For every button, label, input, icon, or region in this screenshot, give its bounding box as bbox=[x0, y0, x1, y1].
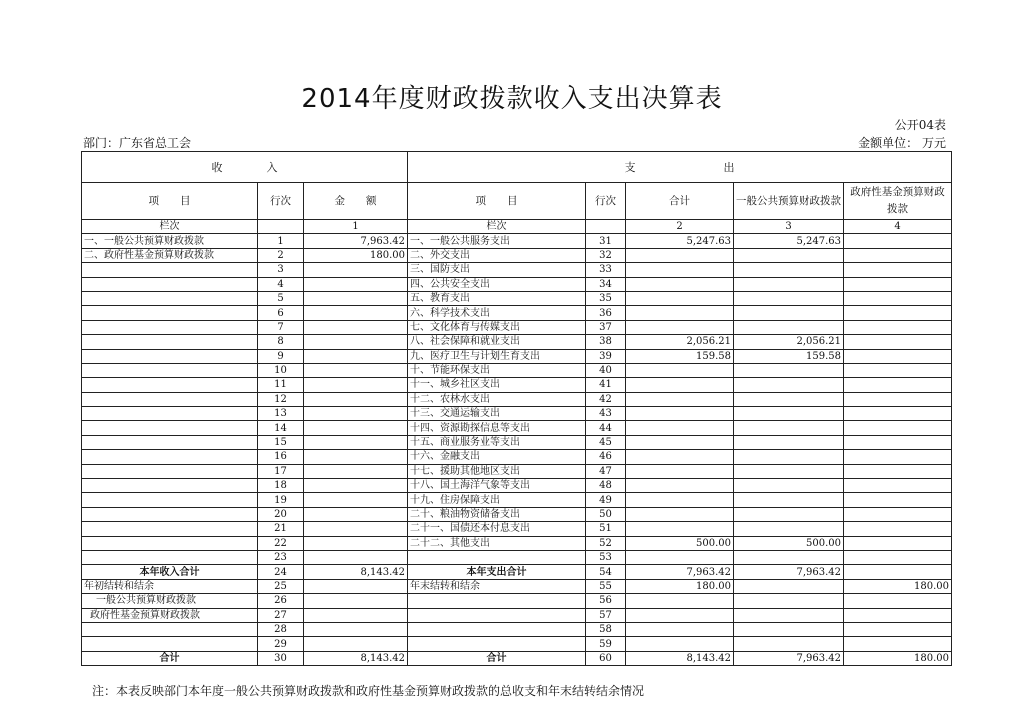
expense-row-no-cell: 52 bbox=[586, 536, 626, 550]
income-amount-cell: 8,143.42 bbox=[304, 651, 408, 665]
income-item-cell bbox=[82, 320, 258, 334]
header-row-section bbox=[82, 152, 952, 183]
income-item-cell bbox=[82, 392, 258, 406]
expense-item-cell bbox=[408, 608, 586, 622]
expense-row-no-cell: 51 bbox=[586, 522, 626, 536]
income-row-no-cell: 3 bbox=[258, 263, 304, 277]
expense-item-cell: 五、教育支出 bbox=[408, 291, 586, 305]
header-row-columns bbox=[82, 183, 952, 220]
gov-fund-cell bbox=[844, 479, 952, 493]
expense-row-no-cell: 47 bbox=[586, 464, 626, 478]
general-budget-cell bbox=[734, 277, 844, 291]
income-amount-cell bbox=[304, 608, 408, 622]
general-budget-cell bbox=[734, 363, 844, 377]
expense-total-cell bbox=[626, 493, 734, 507]
expense-row-no-index bbox=[586, 220, 626, 234]
income-row-no-cell: 30 bbox=[258, 651, 304, 665]
expense-row-no-cell: 59 bbox=[586, 637, 626, 651]
expense-row-no-cell: 31 bbox=[586, 234, 626, 248]
table-row bbox=[82, 594, 952, 608]
expense-row-no-cell: 41 bbox=[586, 378, 626, 392]
expense-row-no-cell: 38 bbox=[586, 335, 626, 349]
general-budget-cell bbox=[734, 493, 844, 507]
general-budget-cell: 159.58 bbox=[734, 349, 844, 363]
income-row-no-header: 行次 bbox=[258, 183, 304, 220]
expense-total-cell bbox=[626, 363, 734, 377]
gov-fund-cell: 180.00 bbox=[844, 579, 952, 593]
general-budget-cell bbox=[734, 435, 844, 449]
gov-fund-cell bbox=[844, 522, 952, 536]
expense-row-no-cell: 56 bbox=[586, 594, 626, 608]
income-amount-cell bbox=[304, 594, 408, 608]
expense-header: 支 出 bbox=[408, 152, 952, 183]
table-row bbox=[82, 507, 952, 521]
table-row bbox=[82, 479, 952, 493]
income-item-cell bbox=[82, 622, 258, 636]
general-budget-cell bbox=[734, 392, 844, 406]
gov-fund-cell bbox=[844, 507, 952, 521]
income-item-cell: 一、一般公共预算财政拨款 bbox=[82, 234, 258, 248]
income-item-cell bbox=[82, 349, 258, 363]
table-row bbox=[82, 579, 952, 593]
table-row bbox=[82, 493, 952, 507]
income-item-header: 项 目 bbox=[82, 183, 258, 220]
expense-item-cell: 四、公共安全支出 bbox=[408, 277, 586, 291]
gov-fund-cell bbox=[844, 335, 952, 349]
expense-total-cell bbox=[626, 622, 734, 636]
amount-unit-label: 金额单位： 万元 bbox=[858, 136, 946, 150]
general-budget-cell bbox=[734, 550, 844, 564]
gov-fund-cell: 180.00 bbox=[844, 651, 952, 665]
gov-fund-cell bbox=[844, 378, 952, 392]
income-row-no-cell: 10 bbox=[258, 363, 304, 377]
income-amount-cell bbox=[304, 637, 408, 651]
table-row bbox=[82, 234, 952, 248]
general-budget-cell bbox=[734, 479, 844, 493]
income-row-no-cell: 11 bbox=[258, 378, 304, 392]
expense-row-no-cell: 37 bbox=[586, 320, 626, 334]
income-row-no-cell: 24 bbox=[258, 565, 304, 579]
income-item-cell bbox=[82, 335, 258, 349]
table-row bbox=[82, 263, 952, 277]
gov-fund-cell bbox=[844, 407, 952, 421]
general-budget-cell bbox=[734, 263, 844, 277]
income-item-cell bbox=[82, 493, 258, 507]
expense-total-cell bbox=[626, 507, 734, 521]
expense-item-cell: 十五、商业服务业等支出 bbox=[408, 435, 586, 449]
income-row-no-cell: 14 bbox=[258, 421, 304, 435]
expense-total-cell: 2,056.21 bbox=[626, 335, 734, 349]
income-amount-cell bbox=[304, 349, 408, 363]
income-row-no-cell: 17 bbox=[258, 464, 304, 478]
expense-row-no-cell: 53 bbox=[586, 550, 626, 564]
general-budget-cell bbox=[734, 608, 844, 622]
general-budget-cell: 2,056.21 bbox=[734, 335, 844, 349]
expense-total-cell bbox=[626, 522, 734, 536]
income-amount-cell: 8,143.42 bbox=[304, 565, 408, 579]
expense-row-no-cell: 46 bbox=[586, 450, 626, 464]
income-item-cell bbox=[82, 464, 258, 478]
expense-total-cell bbox=[626, 421, 734, 435]
expense-item-cell bbox=[408, 622, 586, 636]
income-row-no-cell: 13 bbox=[258, 407, 304, 421]
general-budget-cell: 5,247.63 bbox=[734, 234, 844, 248]
income-row-no-cell: 4 bbox=[258, 277, 304, 291]
expense-item-cell: 十、节能环保支出 bbox=[408, 363, 586, 377]
expense-item-cell: 八、社会保障和就业支出 bbox=[408, 335, 586, 349]
income-row-no-cell: 15 bbox=[258, 435, 304, 449]
income-amount-cell bbox=[304, 306, 408, 320]
table-row bbox=[82, 550, 952, 564]
expense-total-cell bbox=[626, 248, 734, 262]
gov-fund-cell bbox=[844, 421, 952, 435]
general-budget-cell bbox=[734, 594, 844, 608]
gov-fund-cell bbox=[844, 594, 952, 608]
expense-total-cell bbox=[626, 464, 734, 478]
expense-item-cell: 一、一般公共服务支出 bbox=[408, 234, 586, 248]
income-item-cell: 二、政府性基金预算财政拨款 bbox=[82, 248, 258, 262]
gov-fund-cell bbox=[844, 363, 952, 377]
gov-fund-cell bbox=[844, 550, 952, 564]
table-row bbox=[82, 450, 952, 464]
income-amount-cell bbox=[304, 579, 408, 593]
col-index-3: 3 bbox=[734, 220, 844, 234]
header-row-column-index bbox=[82, 220, 952, 234]
income-amount-cell bbox=[304, 277, 408, 291]
gov-fund-cell bbox=[844, 637, 952, 651]
expense-total-cell bbox=[626, 263, 734, 277]
general-budget-cell: 7,963.42 bbox=[734, 651, 844, 665]
expense-row-no-cell: 57 bbox=[586, 608, 626, 622]
income-row-no-index bbox=[258, 220, 304, 234]
expense-row-no-cell: 39 bbox=[586, 349, 626, 363]
income-item-cell bbox=[82, 637, 258, 651]
expense-total-cell bbox=[626, 450, 734, 464]
expense-item-cell: 二十一、国债还本付息支出 bbox=[408, 522, 586, 536]
income-row-no-cell: 26 bbox=[258, 594, 304, 608]
income-amount-cell bbox=[304, 507, 408, 521]
expense-row-no-cell: 48 bbox=[586, 479, 626, 493]
income-item-cell bbox=[82, 522, 258, 536]
income-header: 收 入 bbox=[82, 152, 408, 183]
expense-row-no-cell: 35 bbox=[586, 291, 626, 305]
expense-row-no-cell: 36 bbox=[586, 306, 626, 320]
expense-item-cell: 十八、国土海洋气象等支出 bbox=[408, 479, 586, 493]
gov-fund-cell bbox=[844, 291, 952, 305]
expense-item-cell: 十二、农林水支出 bbox=[408, 392, 586, 406]
table-row bbox=[82, 277, 952, 291]
expense-row-no-cell: 60 bbox=[586, 651, 626, 665]
expense-total-cell bbox=[626, 392, 734, 406]
general-budget-cell: 500.00 bbox=[734, 536, 844, 550]
expense-total-cell bbox=[626, 407, 734, 421]
table-row bbox=[82, 248, 952, 262]
income-item-cell: 年初结转和结余 bbox=[82, 579, 258, 593]
expense-total-cell: 500.00 bbox=[626, 536, 734, 550]
gov-fund-cell bbox=[844, 608, 952, 622]
expense-item-cell: 二、外交支出 bbox=[408, 248, 586, 262]
expense-total-cell bbox=[626, 277, 734, 291]
income-amount-cell bbox=[304, 421, 408, 435]
income-item-cell bbox=[82, 378, 258, 392]
expense-item-cell: 本年支出合计 bbox=[408, 565, 586, 579]
income-row-no-cell: 6 bbox=[258, 306, 304, 320]
income-amount-cell bbox=[304, 291, 408, 305]
general-budget-cell bbox=[734, 291, 844, 305]
expense-item-cell: 二十、粮油物资储备支出 bbox=[408, 507, 586, 521]
income-amount-cell bbox=[304, 493, 408, 507]
table-row bbox=[82, 363, 952, 377]
gov-fund-cell bbox=[844, 320, 952, 334]
expense-row-no-cell: 33 bbox=[586, 263, 626, 277]
expense-total-cell: 5,247.63 bbox=[626, 234, 734, 248]
expense-item-cell: 十一、城乡社区支出 bbox=[408, 378, 586, 392]
income-item-cell bbox=[82, 507, 258, 521]
department-label: 部门：广东省总工会 bbox=[83, 136, 192, 150]
expense-row-no-cell: 43 bbox=[586, 407, 626, 421]
gov-fund-cell bbox=[844, 464, 952, 478]
income-row-no-cell: 19 bbox=[258, 493, 304, 507]
expense-row-no-cell: 40 bbox=[586, 363, 626, 377]
gov-fund-cell bbox=[844, 565, 952, 579]
expense-item-cell: 九、医疗卫生与计划生育支出 bbox=[408, 349, 586, 363]
income-amount-cell bbox=[304, 378, 408, 392]
expense-item-cell: 年末结转和结余 bbox=[408, 579, 586, 593]
expense-item-cell: 三、国防支出 bbox=[408, 263, 586, 277]
income-item-cell bbox=[82, 291, 258, 305]
income-item-cell bbox=[82, 550, 258, 564]
expense-total-cell bbox=[626, 608, 734, 622]
footnote: 注：本表反映部门本年度一般公共预算财政拨款和政府性基金预算财政拨款的总收支和年末结转结余情况 bbox=[92, 684, 645, 698]
table-row bbox=[82, 407, 952, 421]
expense-total-cell: 7,963.42 bbox=[626, 565, 734, 579]
table-row bbox=[82, 378, 952, 392]
table-row bbox=[82, 320, 952, 334]
gov-fund-cell bbox=[844, 306, 952, 320]
gov-fund-header: 政府性基金预算财政拨款 bbox=[844, 183, 952, 220]
income-item-cell bbox=[82, 421, 258, 435]
table-row bbox=[82, 464, 952, 478]
table-row bbox=[82, 637, 952, 651]
income-row-no-cell: 27 bbox=[258, 608, 304, 622]
col-index-1: 1 bbox=[304, 220, 408, 234]
expense-row-no-cell: 49 bbox=[586, 493, 626, 507]
expense-total-cell bbox=[626, 550, 734, 564]
general-budget-cell: 7,963.42 bbox=[734, 565, 844, 579]
expense-item-cell: 六、科学技术支出 bbox=[408, 306, 586, 320]
income-amount-cell bbox=[304, 263, 408, 277]
expense-item-cell: 七、文化体育与传媒支出 bbox=[408, 320, 586, 334]
expense-row-no-cell: 58 bbox=[586, 622, 626, 636]
table-row bbox=[82, 392, 952, 406]
income-amount-cell bbox=[304, 407, 408, 421]
table-row bbox=[82, 522, 952, 536]
page-title: 2014年度财政拨款收入支出决算表 bbox=[301, 84, 723, 114]
general-budget-cell bbox=[734, 378, 844, 392]
income-row-no-cell: 23 bbox=[258, 550, 304, 564]
expense-total-cell bbox=[626, 378, 734, 392]
gov-fund-cell bbox=[844, 234, 952, 248]
table-row bbox=[82, 536, 952, 550]
income-item-cell bbox=[82, 435, 258, 449]
expense-item-cell: 合计 bbox=[408, 651, 586, 665]
income-amount-header: 金 额 bbox=[304, 183, 408, 220]
income-amount-cell bbox=[304, 363, 408, 377]
expense-total-cell: 8,143.42 bbox=[626, 651, 734, 665]
expense-item-cell: 十七、援助其他地区支出 bbox=[408, 464, 586, 478]
expense-item-cell: 二十二、其他支出 bbox=[408, 536, 586, 550]
income-item-cell bbox=[82, 479, 258, 493]
income-amount-cell bbox=[304, 536, 408, 550]
income-amount-cell: 180.00 bbox=[304, 248, 408, 262]
gov-fund-cell bbox=[844, 493, 952, 507]
expense-total-cell: 180.00 bbox=[626, 579, 734, 593]
income-row-no-cell: 8 bbox=[258, 335, 304, 349]
form-code: 公开04表 bbox=[894, 118, 946, 132]
expense-total-cell bbox=[626, 306, 734, 320]
income-item-cell bbox=[82, 363, 258, 377]
table-row bbox=[82, 335, 952, 349]
income-item-cell: 合计 bbox=[82, 651, 258, 665]
income-amount-cell bbox=[304, 335, 408, 349]
general-budget-header: 一般公共预算财政拨款 bbox=[734, 183, 844, 220]
income-row-no-cell: 21 bbox=[258, 522, 304, 536]
income-row-no-cell: 22 bbox=[258, 536, 304, 550]
expense-item-cell bbox=[408, 637, 586, 651]
expense-total-cell bbox=[626, 637, 734, 651]
expense-total-header: 合计 bbox=[626, 183, 734, 220]
income-item-cell: 一般公共预算财政拨款 bbox=[82, 594, 258, 608]
expense-row-no-cell: 54 bbox=[586, 565, 626, 579]
expense-row-no-cell: 34 bbox=[586, 277, 626, 291]
gov-fund-cell bbox=[844, 435, 952, 449]
income-amount-cell bbox=[304, 550, 408, 564]
income-amount-cell bbox=[304, 479, 408, 493]
gov-fund-cell bbox=[844, 536, 952, 550]
table-row bbox=[82, 622, 952, 636]
income-item-cell bbox=[82, 277, 258, 291]
income-row-no-cell: 9 bbox=[258, 349, 304, 363]
income-amount-cell bbox=[304, 392, 408, 406]
income-row-no-cell: 2 bbox=[258, 248, 304, 262]
expense-row-no-cell: 32 bbox=[586, 248, 626, 262]
expense-item-cell bbox=[408, 550, 586, 564]
general-budget-cell bbox=[734, 421, 844, 435]
gov-fund-cell bbox=[844, 622, 952, 636]
income-row-no-cell: 12 bbox=[258, 392, 304, 406]
gov-fund-cell bbox=[844, 450, 952, 464]
income-row-no-cell: 7 bbox=[258, 320, 304, 334]
expense-total-cell bbox=[626, 435, 734, 449]
expense-total-cell: 159.58 bbox=[626, 349, 734, 363]
income-row-no-cell: 28 bbox=[258, 622, 304, 636]
income-amount-cell bbox=[304, 622, 408, 636]
expense-row-no-cell: 50 bbox=[586, 507, 626, 521]
income-col-label: 栏次 bbox=[82, 220, 258, 234]
expense-row-no-cell: 55 bbox=[586, 579, 626, 593]
expense-item-cell bbox=[408, 594, 586, 608]
income-amount-cell bbox=[304, 450, 408, 464]
expense-item-header: 项 目 bbox=[408, 183, 586, 220]
expense-col-label: 栏次 bbox=[408, 220, 586, 234]
income-row-no-cell: 29 bbox=[258, 637, 304, 651]
general-budget-cell bbox=[734, 450, 844, 464]
income-item-cell bbox=[82, 407, 258, 421]
col-index-2: 2 bbox=[626, 220, 734, 234]
general-budget-cell bbox=[734, 622, 844, 636]
table-row bbox=[82, 349, 952, 363]
income-amount-cell bbox=[304, 320, 408, 334]
expense-item-cell: 十三、交通运输支出 bbox=[408, 407, 586, 421]
col-index-4: 4 bbox=[844, 220, 952, 234]
general-budget-cell bbox=[734, 248, 844, 262]
table-row bbox=[82, 435, 952, 449]
gov-fund-cell bbox=[844, 349, 952, 363]
budget-table bbox=[81, 151, 952, 666]
expense-total-cell bbox=[626, 320, 734, 334]
general-budget-cell bbox=[734, 320, 844, 334]
table-row bbox=[82, 421, 952, 435]
income-row-no-cell: 25 bbox=[258, 579, 304, 593]
income-amount-cell: 7,963.42 bbox=[304, 234, 408, 248]
income-row-no-cell: 16 bbox=[258, 450, 304, 464]
income-amount-cell bbox=[304, 464, 408, 478]
gov-fund-cell bbox=[844, 263, 952, 277]
expense-row-no-cell: 42 bbox=[586, 392, 626, 406]
income-amount-cell bbox=[304, 435, 408, 449]
expense-item-cell: 十六、金融支出 bbox=[408, 450, 586, 464]
table-row bbox=[82, 291, 952, 305]
expense-item-cell: 十九、住房保障支出 bbox=[408, 493, 586, 507]
gov-fund-cell bbox=[844, 248, 952, 262]
expense-total-cell bbox=[626, 291, 734, 305]
expense-row-no-cell: 44 bbox=[586, 421, 626, 435]
income-item-cell bbox=[82, 450, 258, 464]
income-item-cell: 政府性基金预算财政拨款 bbox=[82, 608, 258, 622]
income-row-no-cell: 20 bbox=[258, 507, 304, 521]
general-budget-cell bbox=[734, 464, 844, 478]
income-amount-cell bbox=[304, 522, 408, 536]
income-item-cell bbox=[82, 263, 258, 277]
income-item-cell bbox=[82, 536, 258, 550]
expense-item-cell: 十四、资源勘探信息等支出 bbox=[408, 421, 586, 435]
table-row bbox=[82, 608, 952, 622]
expense-total-cell bbox=[626, 479, 734, 493]
general-budget-cell bbox=[734, 507, 844, 521]
general-budget-cell bbox=[734, 637, 844, 651]
general-budget-cell bbox=[734, 579, 844, 593]
income-item-cell bbox=[82, 306, 258, 320]
income-row-no-cell: 18 bbox=[258, 479, 304, 493]
gov-fund-cell bbox=[844, 277, 952, 291]
income-item-cell: 本年收入合计 bbox=[82, 565, 258, 579]
expense-total-cell bbox=[626, 594, 734, 608]
table-row bbox=[82, 651, 952, 665]
expense-row-no-header: 行次 bbox=[586, 183, 626, 220]
general-budget-cell bbox=[734, 407, 844, 421]
income-row-no-cell: 1 bbox=[258, 234, 304, 248]
general-budget-cell bbox=[734, 522, 844, 536]
income-row-no-cell: 5 bbox=[258, 291, 304, 305]
table-row bbox=[82, 306, 952, 320]
gov-fund-cell bbox=[844, 392, 952, 406]
expense-row-no-cell: 45 bbox=[586, 435, 626, 449]
table-row bbox=[82, 565, 952, 579]
general-budget-cell bbox=[734, 306, 844, 320]
